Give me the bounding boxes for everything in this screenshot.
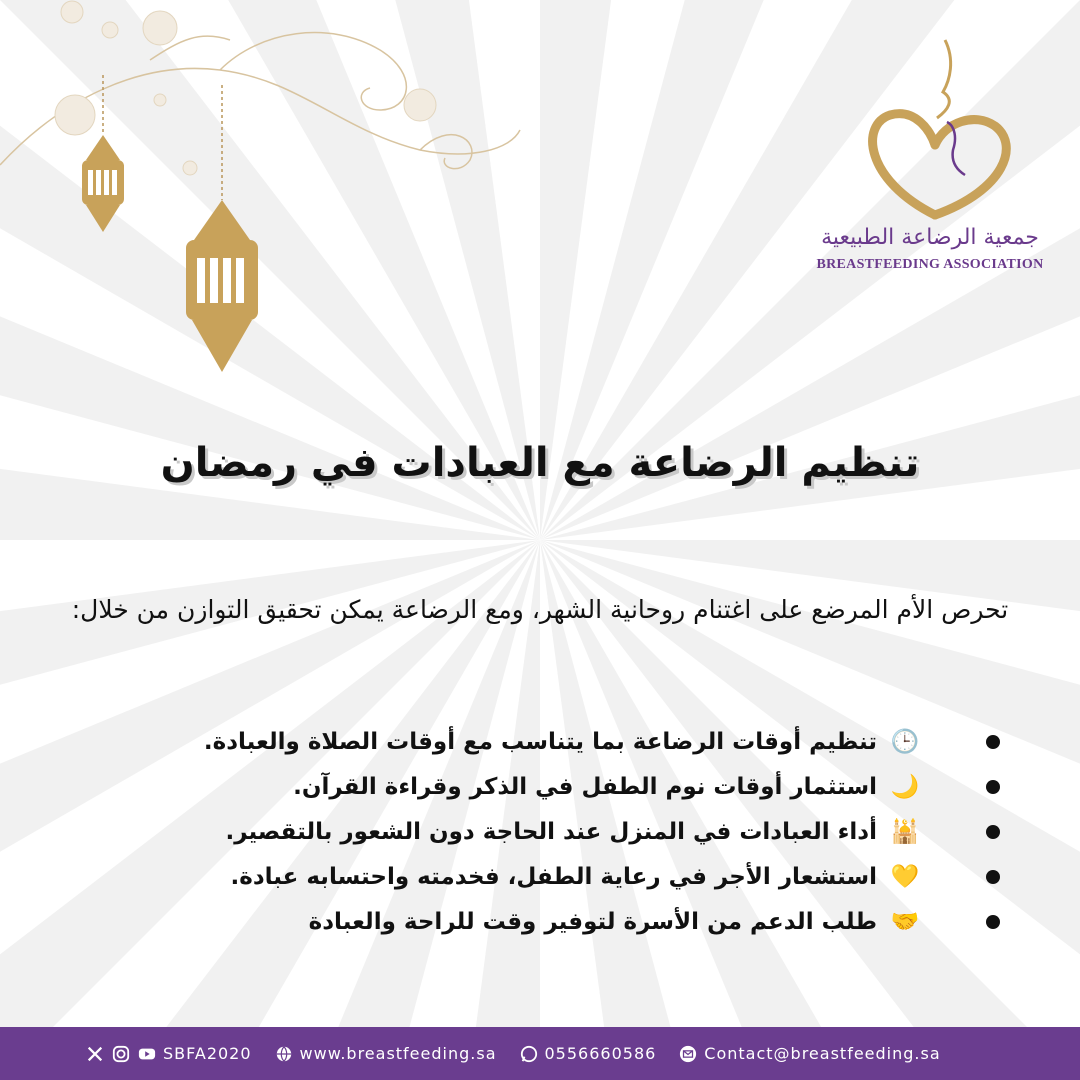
list-item: [50, 720, 1000, 765]
bullet-dot: [986, 735, 1000, 749]
email-address[interactable]: Contact@breastfeeding.sa: [704, 1044, 941, 1063]
list-item: [50, 810, 1000, 855]
mosque-icon: 🕌: [890, 819, 920, 845]
list-item-text: أداء العبادات في المنزل عند الحاجة دون الشعور بالتقصير.: [225, 819, 877, 845]
footer-bar: [0, 1027, 1080, 1080]
email-icon: [678, 1044, 698, 1064]
whatsapp-icon: [519, 1044, 539, 1064]
bullet-dot: [986, 870, 1000, 884]
yellow-heart-icon: 💛: [890, 864, 920, 890]
list-item: [50, 765, 1000, 810]
social-handle[interactable]: SBFA2020: [163, 1044, 252, 1063]
list-item: [50, 855, 1000, 900]
logo-arabic-name: جمعية الرضاعة الطبيعية: [821, 225, 1039, 250]
phone-number[interactable]: 0556660586: [544, 1044, 657, 1063]
handshake-icon: 🤝: [890, 909, 920, 935]
crescent-moon-icon: 🌙: [890, 774, 920, 800]
bullet-dot: [986, 915, 1000, 929]
list-item-text: استشعار الأجر في رعاية الطفل، فخدمته واحتسابه عبادة.: [230, 864, 877, 890]
youtube-icon[interactable]: [137, 1044, 157, 1064]
globe-icon: [274, 1044, 294, 1064]
instagram-icon[interactable]: [111, 1044, 131, 1064]
x-icon[interactable]: [85, 1044, 105, 1064]
bullet-dot: [986, 825, 1000, 839]
list-item: [50, 900, 1000, 945]
website-link[interactable]: www.breastfeeding.sa: [299, 1044, 497, 1063]
bullet-dot: [986, 780, 1000, 794]
clock-icon: 🕒: [890, 729, 920, 755]
list-item-text: طلب الدعم من الأسرة لتوفير وقت للراحة والعبادة: [308, 909, 877, 935]
list-item-text: تنظيم أوقات الرضاعة بما يتناسب مع أوقات الصلاة والعبادة.: [203, 729, 877, 755]
tips-list: [50, 720, 1000, 945]
page-title: تنظيم الرضاعة مع العبادات في رمضان: [160, 440, 920, 486]
list-item-text: استثمار أوقات نوم الطفل في الذكر وقراءة القرآن.: [293, 774, 877, 800]
intro-text: تحرص الأم المرضع على اغتنام روحانية الشهر، ومع الرضاعة يمكن تحقيق التوازن من خلال:: [71, 595, 1009, 624]
ramadan-lanterns-decoration: [0, 0, 560, 400]
logo-english-name: BREASTFEEDING ASSOCIATION: [816, 257, 1044, 272]
